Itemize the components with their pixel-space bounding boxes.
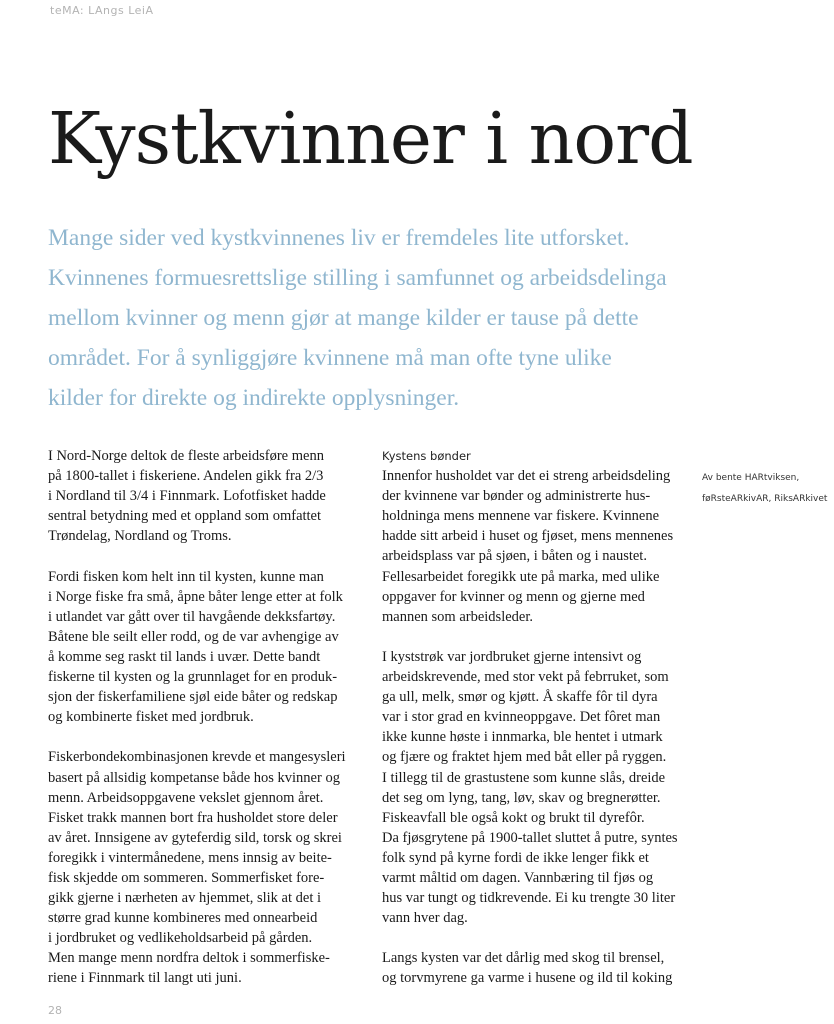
text-line: folk synd på kyrne fordi de ikke lenger fikk et xyxy=(382,849,649,866)
text-line: ikke kunne høste i innmarka, ble hentet i utmark xyxy=(382,729,663,746)
text-line: i Norge fiske fra små, åpne båter lenge etter at folk xyxy=(48,588,343,605)
text-line: og fjære og fraktet hjem med båt eller på ryggen. xyxy=(382,749,667,766)
text-line: i utlandet var gått over til havgående dekksfartøy. xyxy=(48,608,336,625)
text-line: Innenfor husholdet var det ei streng arbeidsdeling xyxy=(382,468,671,485)
text-line: foregikk i vintermånedene, mens innsig av beite- xyxy=(48,849,332,866)
text-line: arbeidsplass var på sjøen, i båten og i naustet. xyxy=(382,548,647,565)
text-line: var i stor grad en kvinneoppgave. Det fôret man xyxy=(382,709,661,726)
text-line: Fordi fisken kom helt inn til kysten, kunne man xyxy=(48,568,324,585)
text-line: holdninga mens mennene var fiskere. Kvinnene xyxy=(382,508,660,525)
lede-line: Kvinnenes formuesrettslige stilling i samfunnet og arbeidsdelinga xyxy=(48,265,667,291)
body-paragraph xyxy=(48,567,378,728)
lede-line: kilder for direkte og indirekte opplysninger. xyxy=(48,385,460,411)
text-line: Langs kysten var det dårlig med skog til brensel, xyxy=(382,950,665,967)
text-line: I kyststrøk var jordbruket gjerne intensivt og xyxy=(382,648,642,665)
byline-affiliation: føRsteARkivAR, RiksARkivet xyxy=(702,493,828,504)
body-paragraph xyxy=(382,647,702,928)
text-line: Båtene ble seilt eller rodd, og de var avhengige av xyxy=(48,628,339,645)
text-line: I tillegg til de grastustene som kunne slås, dreide xyxy=(382,769,666,786)
text-line: ga ull, melk, smør og kjøtt. Å skaffe fôr til dyra xyxy=(382,689,658,706)
text-line: mannen som arbeidsleder. xyxy=(382,608,533,625)
text-line: på 1800-tallet i fiskeriene. Andelen gikk fra 2/3 xyxy=(48,468,324,485)
text-line: riene i Finnmark til langt uti juni. xyxy=(48,970,242,987)
text-line: i jordbruket og vedlikeholdsarbeid på gården. xyxy=(48,930,313,947)
page-number: 28 xyxy=(48,1004,62,1017)
body-paragraph xyxy=(48,446,378,546)
text-line: Fellesarbeidet foregikk ute på marka, med ulike xyxy=(382,568,660,585)
body-column-right xyxy=(382,446,702,989)
text-line: varmt måltid om dagen. Vannbæring til fjøs og xyxy=(382,869,654,886)
text-line: og torvmyrene ga varme i husene og ild til koking xyxy=(382,970,673,987)
author-byline xyxy=(702,468,827,509)
text-line: av året. Innsigene av gyteferdig sild, torsk og skrei xyxy=(48,829,342,846)
text-line: Fisket trakk mannen bort fra husholdet store deler xyxy=(48,809,338,826)
text-line: hadde sitt arbeid i huset og fjøset, mens mennenes xyxy=(382,528,674,545)
text-line: gikk gjerne i nærheten av hjemmet, slik at det i xyxy=(48,890,322,907)
text-line: Da fjøsgrytene på 1900-tallet sluttet å putre, syntes xyxy=(382,829,678,846)
text-line: menn. Arbeidsoppgavene vekslet gjennom året. xyxy=(48,789,324,806)
text-line: sentral betydning med et oppland som omfattet xyxy=(48,508,322,525)
body-paragraph xyxy=(382,466,702,627)
lede-line: Mange sider ved kystkvinnenes liv er fremdeles lite utforsket. xyxy=(48,225,630,251)
text-line: oppgaver for kvinner og menn og gjerne med xyxy=(382,588,645,605)
text-line: i Nordland til 3/4 i Finnmark. Lofotfisket hadde xyxy=(48,488,326,505)
body-paragraph xyxy=(382,948,702,988)
text-line: det seg om lyng, tang, løv, skav og bregnerøtter. xyxy=(382,789,661,806)
text-line: hus var tungt og tidkrevende. Ei ku trengte 30 liter xyxy=(382,890,676,907)
text-line: arbeidskrevende, med stor vekt på febrruket, som xyxy=(382,669,669,686)
text-line: større grad kunne kombineres med onnearbeid xyxy=(48,910,318,927)
text-line: vann hver dag. xyxy=(382,910,468,927)
text-line: Trøndelag, Nordland og Troms. xyxy=(48,528,232,545)
text-line: fiskerne til kysten og la grunnlaget for en produk- xyxy=(48,669,338,686)
lede-line: mellom kvinner og menn gjør at mange kilder er tause på dette xyxy=(48,305,639,331)
running-head: teMA: LAngs LeiA xyxy=(50,4,154,17)
byline-author: Av bente HARtviksen, xyxy=(702,473,800,483)
text-line: I Nord-Norge deltok de fleste arbeidsføre menn xyxy=(48,448,324,464)
text-line: sjon der fiskerfamiliene sjøl eide båter og redskap xyxy=(48,689,338,706)
text-line: der kvinnene var bønder og administrerte hus- xyxy=(382,488,651,505)
article-title: Kystkvinner i nord xyxy=(48,97,693,180)
body-column-left xyxy=(48,446,378,989)
text-line: å komme seg raskt til lands i uvær. Dette bandt xyxy=(48,648,321,665)
lede-paragraph xyxy=(48,218,768,418)
text-line: fisk skjedde om sommeren. Sommerfisket fore- xyxy=(48,869,325,886)
text-line: Men mange menn nordfra deltok i sommerfiske- xyxy=(48,950,330,967)
text-line: Fiskeavfall ble også kokt og brukt til dyrefôr. xyxy=(382,809,645,826)
text-line: basert på allsidig kompetanse både hos kvinner og xyxy=(48,769,340,786)
body-paragraph xyxy=(48,747,378,988)
text-line: Fiskerbondekombinasjonen krevde et mangesysleri xyxy=(48,749,346,766)
lede-line: området. For å synliggjøre kvinnene må man ofte tyne ulike xyxy=(48,345,612,371)
text-line: og kombinerte fisket med jordbruk. xyxy=(48,709,254,726)
section-subheading: Kystens bønder xyxy=(382,449,471,463)
